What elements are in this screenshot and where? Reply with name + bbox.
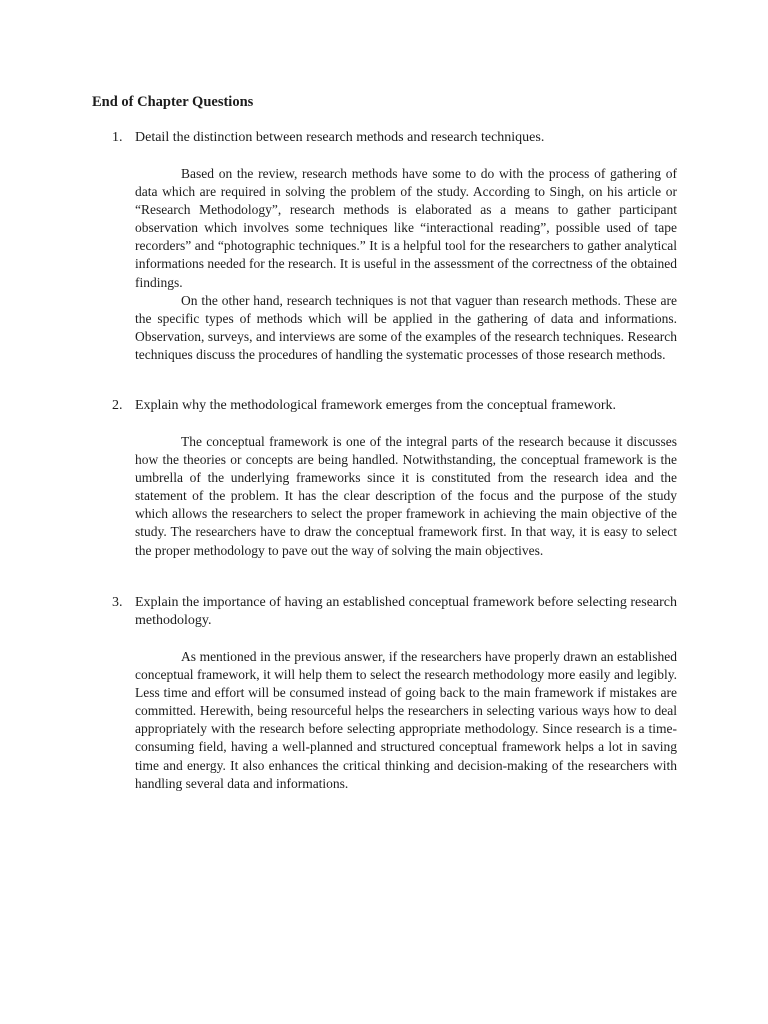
- document-title: End of Chapter Questions: [92, 94, 254, 110]
- question-2-text: Explain why the methodological framework emerges from the conceptual framework.: [135, 398, 617, 413]
- question-3-answer: [135, 648, 677, 793]
- answer-2-paragraph-1: The conceptual framework is one of the integral parts of the research because it discusses how the theories or concepts are being handled. Notwithstanding, the conceptual framework is the umbrella of the underlying frameworks since it is constituted from the research idea and the statement of the problem. It has the clear description of the focus and the purpose of the study which allows the researchers to select the proper framework in achieving the main objective of the study. The researchers have to draw the conceptual framework first. In that way, it is easy to select the proper methodology to pave out the way of solving the main objectives.: [135, 434, 677, 558]
- question-2-number: 2.: [112, 398, 123, 413]
- question-1-text: Detail the distinction between research methods and research techniques.: [135, 130, 545, 145]
- question-1-heading: [112, 129, 677, 147]
- question-3: [112, 594, 677, 793]
- question-1-answer: [135, 165, 677, 364]
- answer-1-paragraph-2: On the other hand, research techniques is not that vaguer than research methods. These are the specific types of methods which will be applied in the gathering of data and informations. Observation, surveys, and interviews are some of the examples of the research techniques. Research techniques discuss the procedures of handling the systematic processes of those research methods.: [135, 292, 677, 362]
- question-3-text: Explain the importance of having an established conceptual framework before selecting research methodology.: [135, 595, 677, 628]
- question-3-heading: [112, 594, 677, 630]
- question-1-number: 1.: [112, 130, 123, 145]
- question-1: [112, 129, 677, 364]
- answer-1-paragraph-1: Based on the review, research methods have some to do with the process of gathering of data which are required in solving the problem of the study. According to Singh, on his article or “Research Methodology”, research methods is elaborated as a means to gather participant observation which involves some techniques like “interactional reading”, possible used of tape recorders” and “photographic techniques.” It is a helpful tool for the researchers to gather analytical informations needed for the research. It is useful in the assessment of the correctness of the obtained findings.: [135, 166, 677, 290]
- question-2: [112, 397, 677, 560]
- question-2-heading: [112, 397, 677, 415]
- answer-3-paragraph-1: As mentioned in the previous answer, if the researchers have properly drawn an established conceptual framework, it will help them to select the research methodology more easily and legibly. Less time and effort will be consumed instead of going back to the main framework if mistakes are committed. Herewith, being resourceful helps the researchers in selecting various ways how to deal appropriately with the research before selecting appropriate methodology. Since research is a time-consuming field, having a well-planned and structured conceptual framework helps a lot in saving time and energy. It also enhances the critical thinking and decision-making of the researchers with handling several data and informations.: [135, 649, 677, 791]
- question-3-number: 3.: [112, 595, 123, 610]
- question-2-answer: [135, 433, 677, 560]
